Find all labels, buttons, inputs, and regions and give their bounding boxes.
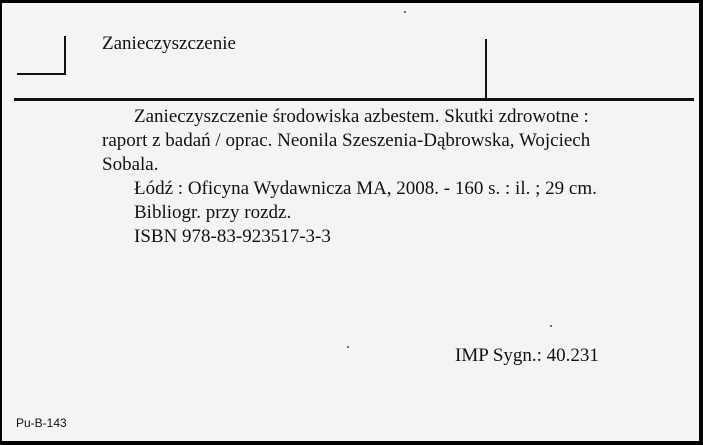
corner-mark-vertical (64, 36, 66, 75)
notes-paragraph: Bibliogr. przy rozdz. (134, 202, 292, 223)
catalog-card (2, 3, 699, 441)
scan-speck (347, 346, 349, 348)
corner-mark-horizontal (17, 73, 66, 75)
scan-speck (550, 325, 552, 327)
bibliographic-entry (102, 105, 622, 249)
heading-divider-line (485, 39, 487, 100)
title-paragraph: Zanieczyszczenie środowiska azbestem. Skutki zdrowotne : raport z badań / oprac. Neonila Szeszenia-Dąbrowska, Wojciech Sobala. (102, 106, 591, 175)
horizontal-rule (14, 98, 694, 101)
form-code: Pu-B-143 (16, 416, 67, 430)
scan-speck (404, 11, 406, 13)
isbn-paragraph: ISBN 978-83-923517-3-3 (134, 226, 331, 247)
call-number: IMP Sygn.: 40.231 (455, 345, 599, 366)
subject-heading: Zanieczyszczenie (102, 33, 236, 54)
publication-paragraph: Łódź : Oficyna Wydawnicza MA, 2008. - 160 s. : il. ; 29 cm. (134, 178, 597, 199)
